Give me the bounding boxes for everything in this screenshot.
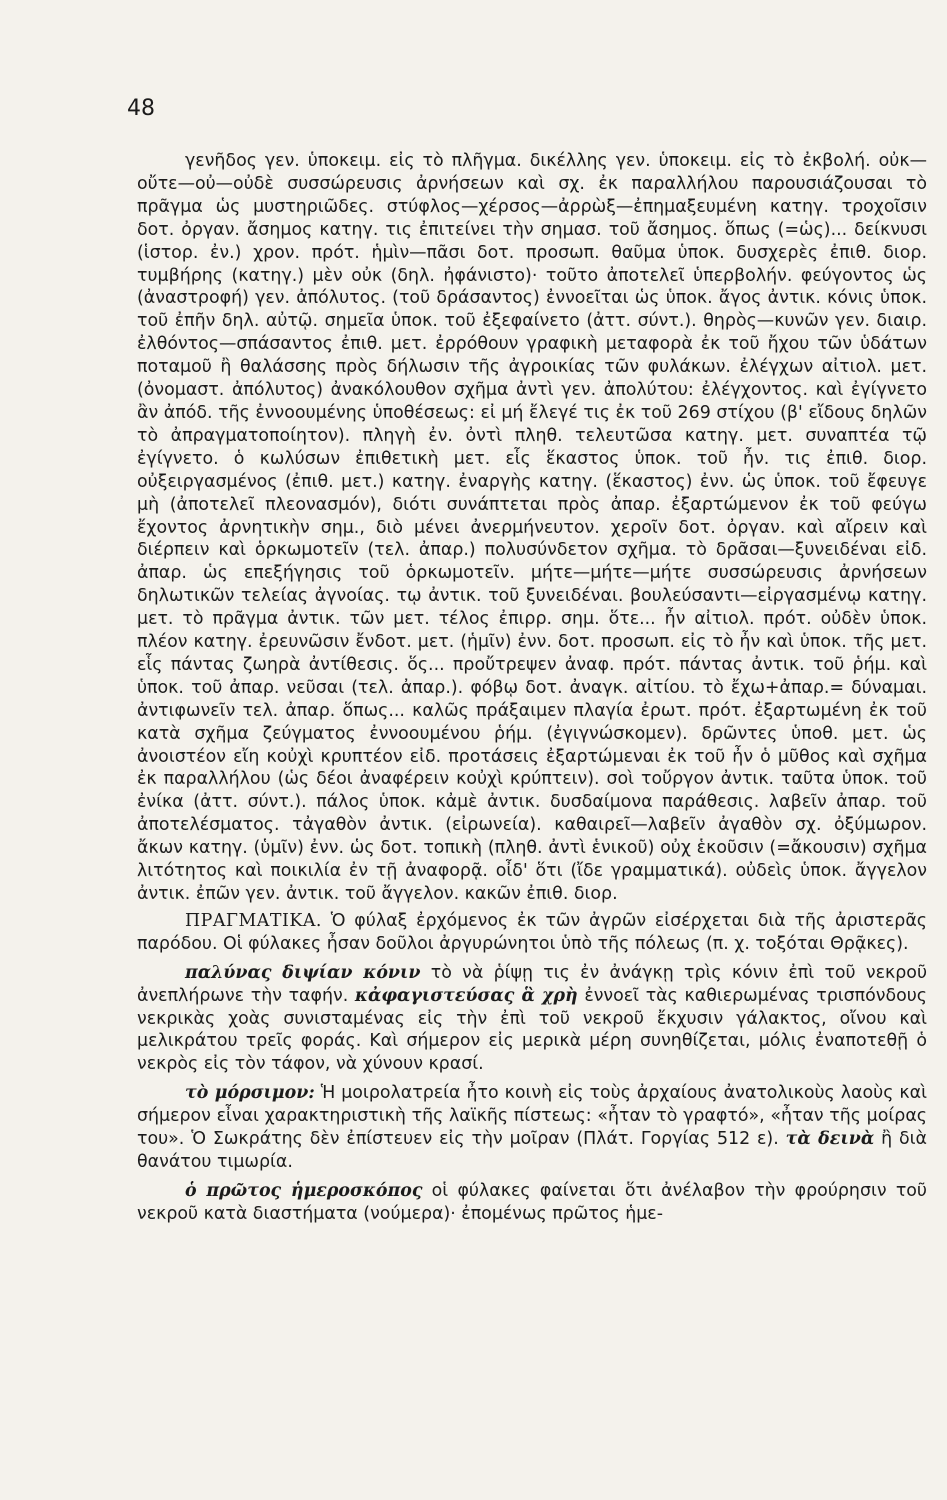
lemma: τὰ δεινὰ [785, 1129, 875, 1150]
note-paragraph [137, 1180, 927, 1226]
lemma: κἀφαγιστεύσας ἃ χρὴ [354, 985, 578, 1006]
lemma: παλύνας διψίαν κόνιν [185, 962, 421, 983]
pragmatika-paragraph [137, 910, 927, 956]
section-heading: ΠΡΑΓΜΑΤΙΚΑ. [185, 910, 322, 931]
note-text: Ἡ μοιρολατρεία ἦτο κοινὴ εἰς τοὺς ἀρχαίους ἀνατολικοὺς λαοὺς καὶ σήμερον εἶναι χαρακτηριστικὴ τῆς λαϊκῆς πίστεως: «ἦταν τὸ γραφτό», «ἦταν τῆς μοίρας του». Ὁ Σωκράτης δὲν ἐπίστευεν εἰς τὴν μοῖραν (Πλάτ. Γοργίας 512 ε). [137, 1083, 927, 1150]
note-paragraph [137, 1082, 927, 1174]
page-number: 48 [127, 96, 155, 121]
page-body [137, 150, 927, 1226]
lemma: τὸ μόρσιμον: [185, 1083, 315, 1104]
note-text: ἐννοεῖ τὰς καθιερωμένας τρισπόνδους νεκρικὰς χοὰς συνισταμένας εἰς τὴν ἐπὶ τοῦ νεκροῦ ἔκχυσιν γάλακτος, οἴνου καὶ μελικράτου τρεῖς φοράς. Καὶ σήμερον εἰς μερικὰ μέρη συνηθίζεται, μόλις ἐναποτεθῇ ὁ νεκρὸς εἰς τὸν τάφον, νὰ χύνουν κρασί. [137, 985, 928, 1075]
grammatical-notes-paragraph: γενῆδος γεν. ὑποκειμ. εἰς τὸ πλῆγμα. δικέλλης γεν. ὑποκειμ. εἰς τὸ ἐκβολή. οὐκ—οὔτε—οὐ—οὐδὲ συσσώρευσις ἀρνήσεων καὶ σχ. ἐκ παραλλήλου παρουσιάζουσαι τὸ πρᾶγμα ὡς μυστηριῶδες. στύφλος—χέρσος—ἀρρὼξ—ἐπημαξευμένη κατηγ. τροχοῖσιν δοτ. ὀργαν. ἄσημος κατηγ. τις ἐπιτείνει τὴν σημασ. τοῦ ἄσημος. ὅπως (=ὡς)... δείκνυσι (ἱστορ. ἐν.) χρον. πρότ. ἡμὶν—πᾶσι δοτ. προσωπ. θαῦμα ὑποκ. δυσχερὲς ἐπιθ. διορ. τυμβήρης (κατηγ.) μὲν οὐκ (δηλ. ἠφάνιστο)· τοῦτο ἀποτελεῖ ὑπερβολήν. φεύγοντος ὡς (ἀναστροφή) γεν. ἀπόλυτος. (τοῦ δράσαντος) ἐννοεῖται ὡς ὑποκ. ἄγος ἀντικ. κόνις ὑποκ. τοῦ ἐπῆν δηλ. αὐτῷ. σημεῖα ὑποκ. τοῦ ἐξεφαίνετο (ἀττ. σύντ.). θηρὸς—κυνῶν γεν. διαιρ. ἐλθόντος—σπάσαντος ἐπιθ. μετ. ἐρρόθουν γραφικὴ μεταφορὰ ἐκ τοῦ ἤχου τῶν ὑδάτων ποταμοῦ ἢ θαλάσσης πρὸς δήλωσιν τῆς ἀγροικίας τῶν φυλάκων. ἐλέγχων αἰτιολ. μετ. (ὀνομαστ. ἀπόλυτος) ἀνακόλουθον σχῆμα ἀντὶ γεν. ἀπολύτου: ἐλέγχοντος. καὶ ἐγίγνετο ἂν ἀπόδ. τῆς ἐννοουμένης ὑποθέσεως: εἰ μή ἔλεγέ τις ἐκ τοῦ 269 στίχου (β' εἴδους δηλῶν τὸ ἀπραγματοποίητον). πληγὴ ἐν. ὀντὶ πληθ. τελευτῶσα κατηγ. μετ. συναπτέα τῷ ἐγίγνετο. ὁ κωλύσων ἐπιθετικὴ μετ. εἷς ἕκαστος ὑποκ. τοῦ ἦν. τις ἐπιθ. διορ. οὐξειργασμένος (ἐπιθ. μετ.) κατηγ. ἐναργὴς κατηγ. (ἕκαστος) ἐνν. ὡς ὑποκ. τοῦ ἔφευγε μὴ (ἀποτελεῖ πλεονασμόν), διότι συνάπτεται πρὸς ἀπαρ. ἐξαρτώμενον ἐκ τοῦ φεύγω ἔχοντος ἀρνητικὴν σημ., διὸ μένει ἀνερμήνευτον. χεροῖν δοτ. ὀργαν. καὶ αἴρειν καὶ διέρπειν καὶ ὁρκωμοτεῖν (τελ. ἀπαρ.) πολυσύνδετον σχῆμα. τὸ δρᾶσαι—ξυνειδέναι εἰδ. ἀπαρ. ὡς επεξήγησις τοῦ ὁρκωμοτεῖν. μήτε—μήτε—μήτε συσσώρευσις ἀρνήσεων δηλωτικῶν τελείας ἀγνοίας. τῳ ἀντικ. τοῦ ξυνειδέναι. βουλεύσαντι—εἰργασμένῳ κατηγ. μετ. τὸ πρᾶγμα ἀντικ. τῶν μετ. τέλος ἐπιρρ. σημ. ὅτε... ἦν αἰτιολ. πρότ. οὐδὲν ὑποκ. πλέον κατηγ. ἐρευνῶσιν ἔνδοτ. μετ. (ἡμῖν) ἐνν. δοτ. προσωπ. εἰς τὸ ἦν καὶ ὑποκ. τῆς μετ. εἷς πάντας ζωηρὰ ἀντίθεσις. ὅς... προὔτρεψεν ἀναφ. πρότ. πάντας ἀντικ. τοῦ ῥήμ. καὶ ὑποκ. τοῦ ἀπαρ. νεῦσαι (τελ. ἀπαρ.). φόβῳ δοτ. ἀναγκ. αἰτίου. τὸ ἔχω+ἀπαρ.= δύναμαι. ἀντιφωνεῖν τελ. ἀπαρ. ὅπως... καλῶς πράξαιμεν πλαγία ἐρωτ. πρότ. ἐξαρτωμένη ἐκ τοῦ κατὰ σχῆμα ζεύγματος ἐννοουμένου ῥήμ. (ἐγιγνώσκομεν). δρῶντες ὑποθ. μετ. ὡς ἀνοιστέον εἴη κοὐχὶ κρυπτέον εἰδ. προτάσεις ἐξαρτώμεναι ἐκ τοῦ ἦν ὁ μῦθος καὶ σχῆμα ἐκ παραλλήλου (ὡς δέοι ἀναφέρειν κοὐχὶ κρύπτειν). σοὶ τοὔργον ἀντικ. ταῦτα ὑποκ. τοῦ ἐνίκα (ἀττ. σύντ.). πάλος ὑποκ. κἀμὲ ἀντικ. δυσδαίμονα παράθεσις. λαβεῖν ἀπαρ. τοῦ ἀποτελέσματος. τἀγαθὸν ἀντικ. (εἰρωνεία). καθαιρεῖ—λαβεῖν ἀγαθὸν σχ. ὀξύμωρον. ἄκων κατηγ. (ὑμῖν) ἐνν. ὡς δοτ. τοπικὴ (πληθ. ἀντὶ ἑνικοῦ) οὐχ ἑκοῦσιν (=ἄκουσιν) σχῆμα λιτότητος καὶ ποικιλία ἐν τῇ ἀναφορᾷ. οἶδ' ὅτι (ἴδε γραμματικά). οὐδεὶς ὑποκ. ἄγγελον ἀντικ. ἐπῶν γεν. ἀντικ. τοῦ ἄγγελον. κακῶν ἐπιθ. διορ. [137, 151, 927, 904]
note-text: τὸ νὰ ῥίψῃ τις ἐν ἀνάγκῃ τρὶς κόνιν ἐπὶ τοῦ νεκροῦ ἀνεπλήρωνε τὴν ταφήν. [137, 962, 928, 1006]
lemma: ὁ πρῶτος ἡμεροσκόπος [185, 1180, 423, 1201]
section-intro-text: Ὁ φύλαξ ἐρχόμενος ἐκ τῶν ἀγρῶν εἰσέρχεται διὰ τῆς ἀριστερᾶς παρόδου. Οἱ φύλακες ἦσαν δοῦλοι ἀργυρώνητοι ὑπὸ τῆς πόλεως (π. χ. τοξόται Θρᾷκες). [137, 910, 928, 954]
note-text: οἱ φύλακες φαίνεται ὅτι ἀνέλαβον τὴν φρούρησιν τοῦ νεκροῦ κατὰ διαστήματα (νούμερα)· ἐπομένως πρῶτος ἡμε- [137, 1180, 927, 1224]
note-text: ἢ διὰ θανάτου τιμωρία. [137, 1129, 928, 1172]
note-paragraph [137, 962, 927, 1077]
